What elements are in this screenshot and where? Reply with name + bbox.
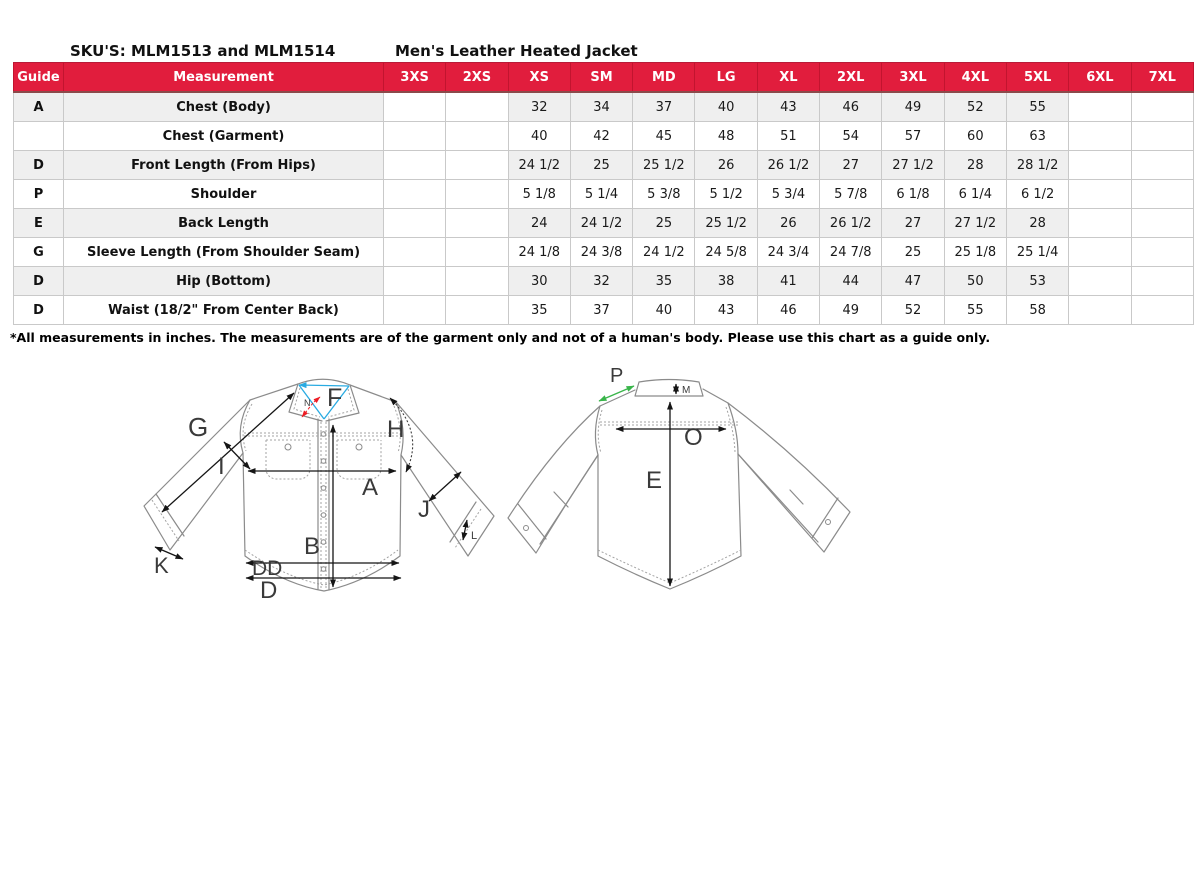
value-cell-6xl: [1069, 151, 1131, 180]
guide-cell: E: [14, 209, 64, 238]
value-cell-xs: 30: [508, 267, 570, 296]
value-cell-xs: 32: [508, 92, 570, 122]
col-header-5xl: 5XL: [1006, 63, 1068, 93]
value-cell-xs: 24 1/8: [508, 238, 570, 267]
value-cell-3xl: 52: [882, 296, 944, 325]
neck-arrow-up: [314, 397, 320, 402]
value-cell-2xs: [446, 296, 508, 325]
value-cell-lg: 25 1/2: [695, 209, 757, 238]
value-cell-md: 45: [633, 122, 695, 151]
guide-cell: D: [14, 296, 64, 325]
table-row: [14, 151, 1194, 180]
front-label-j: J: [418, 496, 430, 523]
value-cell-6xl: [1069, 296, 1131, 325]
value-cell-sm: 32: [570, 267, 632, 296]
front-label-h: H: [387, 416, 405, 443]
measurement-cell: Hip (Bottom): [64, 267, 384, 296]
front-label-k: K: [154, 553, 169, 578]
value-cell-2xs: [446, 267, 508, 296]
front-label-i: I: [218, 453, 225, 480]
guide-cell: [14, 122, 64, 151]
front-label-a: A: [362, 474, 379, 501]
value-cell-lg: 24 5/8: [695, 238, 757, 267]
measure-arrow-j: [429, 472, 461, 501]
value-cell-2xl: 26 1/2: [820, 209, 882, 238]
value-cell-3xs: [384, 209, 446, 238]
front-label-d: D: [260, 577, 278, 604]
value-cell-3xl: 25: [882, 238, 944, 267]
value-cell-2xs: [446, 238, 508, 267]
value-cell-lg: 40: [695, 92, 757, 122]
value-cell-5xl: 25 1/4: [1006, 238, 1068, 267]
measurement-cell: Sleeve Length (From Shoulder Seam): [64, 238, 384, 267]
value-cell-2xl: 44: [820, 267, 882, 296]
value-cell-7xl: [1131, 122, 1193, 151]
back-label-p: P: [610, 365, 624, 387]
value-cell-7xl: [1131, 180, 1193, 209]
front-view-diagram: [138, 360, 510, 614]
back-label-e: E: [646, 467, 663, 494]
measure-arrow-i: [224, 442, 250, 469]
col-header-guide: Guide: [14, 63, 64, 93]
back-label-m: M: [682, 385, 691, 396]
guide-cell: D: [14, 151, 64, 180]
value-cell-6xl: [1069, 122, 1131, 151]
measurement-cell: Back Length: [64, 209, 384, 238]
value-cell-4xl: 50: [944, 267, 1006, 296]
value-cell-2xs: [446, 122, 508, 151]
value-cell-3xl: 27: [882, 209, 944, 238]
table-row: [14, 92, 1194, 122]
measurement-cell: Shoulder: [64, 180, 384, 209]
front-label-l: L: [471, 530, 478, 542]
value-cell-4xl: 6 1/4: [944, 180, 1006, 209]
value-cell-3xs: [384, 122, 446, 151]
size-chart-table: [13, 62, 1194, 325]
value-cell-5xl: 53: [1006, 267, 1068, 296]
value-cell-md: 24 1/2: [633, 238, 695, 267]
table-row: [14, 209, 1194, 238]
col-header-7xl: 7XL: [1131, 63, 1193, 93]
value-cell-xl: 43: [757, 92, 819, 122]
sku-title: SKU'S: MLM1513 and MLM1514: [70, 42, 336, 60]
value-cell-7xl: [1131, 92, 1193, 122]
table-row: [14, 122, 1194, 151]
value-cell-3xs: [384, 267, 446, 296]
value-cell-2xs: [446, 180, 508, 209]
table-header: [14, 63, 1194, 93]
value-cell-xl: 26 1/2: [757, 151, 819, 180]
value-cell-7xl: [1131, 151, 1193, 180]
value-cell-xs: 35: [508, 296, 570, 325]
value-cell-4xl: 25 1/8: [944, 238, 1006, 267]
value-cell-5xl: 63: [1006, 122, 1068, 151]
value-cell-5xl: 58: [1006, 296, 1068, 325]
col-header-2xl: 2XL: [820, 63, 882, 93]
value-cell-5xl: 6 1/2: [1006, 180, 1068, 209]
value-cell-xl: 46: [757, 296, 819, 325]
col-header-6xl: 6XL: [1069, 63, 1131, 93]
col-header-xl: XL: [757, 63, 819, 93]
value-cell-md: 35: [633, 267, 695, 296]
product-title: Men's Leather Heated Jacket: [395, 42, 638, 60]
value-cell-lg: 43: [695, 296, 757, 325]
col-header-xs: XS: [508, 63, 570, 93]
col-header-sm: SM: [570, 63, 632, 93]
value-cell-2xl: 49: [820, 296, 882, 325]
value-cell-6xl: [1069, 267, 1131, 296]
front-label-g: G: [188, 412, 209, 442]
value-cell-2xs: [446, 151, 508, 180]
value-cell-4xl: 55: [944, 296, 1006, 325]
value-cell-5xl: 55: [1006, 92, 1068, 122]
table-row: [14, 238, 1194, 267]
col-header-lg: LG: [695, 63, 757, 93]
value-cell-4xl: 52: [944, 92, 1006, 122]
value-cell-3xl: 47: [882, 267, 944, 296]
col-header-measurement: Measurement: [64, 63, 384, 93]
value-cell-3xl: 6 1/8: [882, 180, 944, 209]
front-label-f: F: [327, 384, 343, 412]
value-cell-lg: 26: [695, 151, 757, 180]
value-cell-2xl: 27: [820, 151, 882, 180]
value-cell-2xl: 46: [820, 92, 882, 122]
value-cell-sm: 42: [570, 122, 632, 151]
guide-cell: A: [14, 92, 64, 122]
measurement-cell: Chest (Body): [64, 92, 384, 122]
value-cell-5xl: 28: [1006, 209, 1068, 238]
value-cell-md: 40: [633, 296, 695, 325]
back-view-diagram: [498, 360, 866, 608]
value-cell-4xl: 28: [944, 151, 1006, 180]
measurement-cell: Front Length (From Hips): [64, 151, 384, 180]
front-label-dd: DD: [252, 557, 283, 580]
value-cell-7xl: [1131, 209, 1193, 238]
guide-cell: D: [14, 267, 64, 296]
table-row: [14, 180, 1194, 209]
back-jacket-outline: [508, 380, 850, 590]
measurement-cell: Waist (18/2" From Center Back): [64, 296, 384, 325]
value-cell-md: 25: [633, 209, 695, 238]
value-cell-3xs: [384, 238, 446, 267]
value-cell-3xl: 57: [882, 122, 944, 151]
value-cell-sm: 25: [570, 151, 632, 180]
value-cell-md: 37: [633, 92, 695, 122]
value-cell-7xl: [1131, 296, 1193, 325]
front-label-n: N: [304, 398, 311, 408]
value-cell-xl: 41: [757, 267, 819, 296]
value-cell-xs: 5 1/8: [508, 180, 570, 209]
value-cell-3xs: [384, 296, 446, 325]
value-cell-3xs: [384, 180, 446, 209]
value-cell-sm: 34: [570, 92, 632, 122]
col-header-2xs: 2XS: [446, 63, 508, 93]
col-header-4xl: 4XL: [944, 63, 1006, 93]
table-row: [14, 296, 1194, 325]
value-cell-md: 5 3/8: [633, 180, 695, 209]
value-cell-6xl: [1069, 180, 1131, 209]
measurement-cell: Chest (Garment): [64, 122, 384, 151]
table-row: [14, 267, 1194, 296]
value-cell-4xl: 60: [944, 122, 1006, 151]
value-cell-6xl: [1069, 238, 1131, 267]
value-cell-lg: 38: [695, 267, 757, 296]
value-cell-2xs: [446, 209, 508, 238]
value-cell-sm: 37: [570, 296, 632, 325]
value-cell-lg: 5 1/2: [695, 180, 757, 209]
value-cell-3xs: [384, 92, 446, 122]
value-cell-3xs: [384, 151, 446, 180]
table-body: [14, 92, 1194, 325]
col-header-md: MD: [633, 63, 695, 93]
value-cell-7xl: [1131, 238, 1193, 267]
value-cell-xl: 51: [757, 122, 819, 151]
value-cell-sm: 24 3/8: [570, 238, 632, 267]
value-cell-sm: 24 1/2: [570, 209, 632, 238]
footnote: *All measurements in inches. The measurements are of the garment only and not of a human's body. Please use this chart as a guide only.: [10, 330, 991, 345]
value-cell-7xl: [1131, 267, 1193, 296]
back-label-o: O: [684, 424, 703, 451]
value-cell-6xl: [1069, 209, 1131, 238]
value-cell-2xs: [446, 92, 508, 122]
value-cell-4xl: 27 1/2: [944, 209, 1006, 238]
value-cell-6xl: [1069, 92, 1131, 122]
value-cell-2xl: 54: [820, 122, 882, 151]
guide-cell: G: [14, 238, 64, 267]
value-cell-3xl: 49: [882, 92, 944, 122]
value-cell-xs: 40: [508, 122, 570, 151]
value-cell-xs: 24 1/2: [508, 151, 570, 180]
value-cell-2xl: 24 7/8: [820, 238, 882, 267]
value-cell-3xl: 27 1/2: [882, 151, 944, 180]
value-cell-2xl: 5 7/8: [820, 180, 882, 209]
value-cell-xl: 5 3/4: [757, 180, 819, 209]
value-cell-xs: 24: [508, 209, 570, 238]
value-cell-md: 25 1/2: [633, 151, 695, 180]
guide-cell: P: [14, 180, 64, 209]
front-labels: [154, 384, 477, 604]
value-cell-lg: 48: [695, 122, 757, 151]
value-cell-sm: 5 1/4: [570, 180, 632, 209]
col-header-3xs: 3XS: [384, 63, 446, 93]
col-header-3xl: 3XL: [882, 63, 944, 93]
back-measurement-marks: [599, 384, 726, 586]
value-cell-xl: 26: [757, 209, 819, 238]
value-cell-5xl: 28 1/2: [1006, 151, 1068, 180]
measure-arrow-g: [162, 393, 294, 512]
value-cell-xl: 24 3/4: [757, 238, 819, 267]
front-label-b: B: [304, 533, 321, 560]
